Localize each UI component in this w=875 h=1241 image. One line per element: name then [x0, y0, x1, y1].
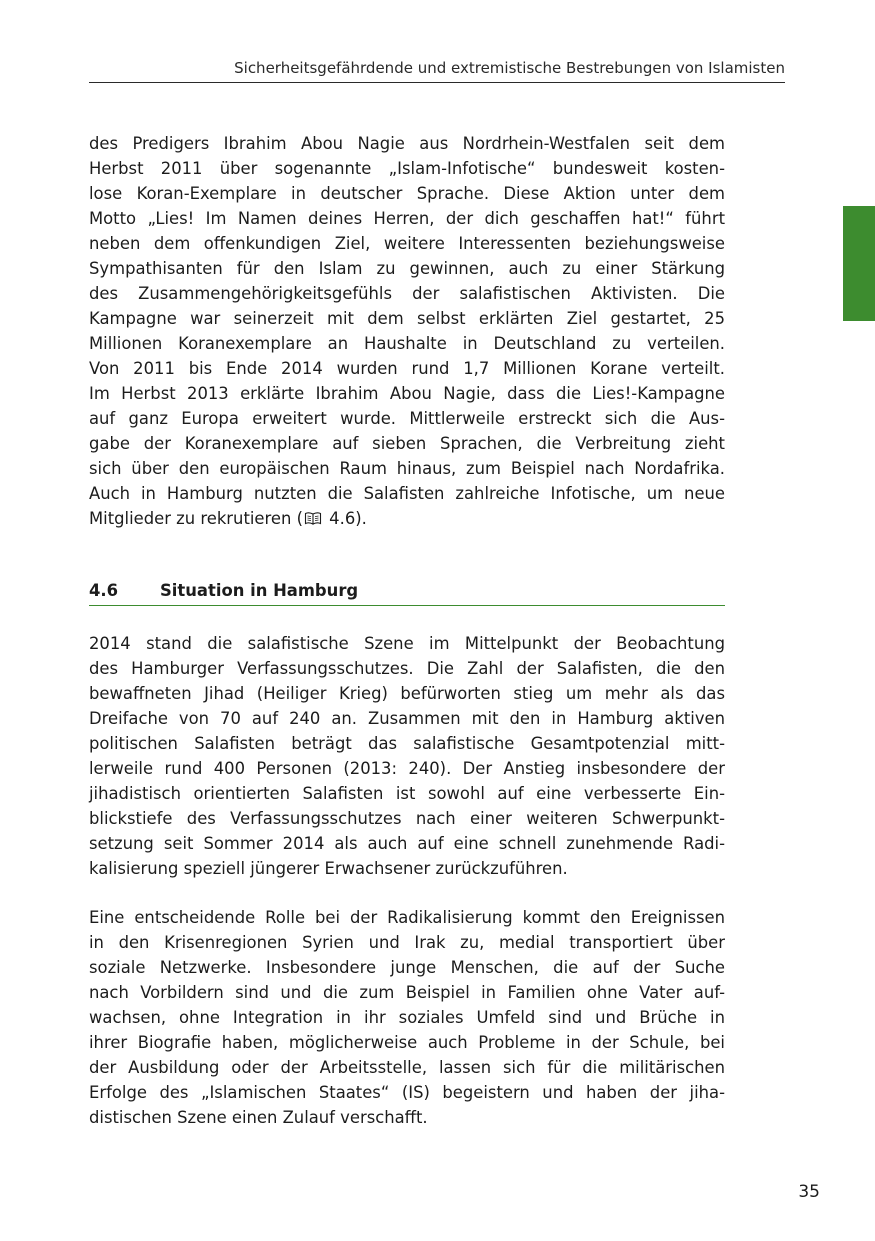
paragraph-line: Von 2011 bis Ende 2014 wurden rund 1,7 Millionen Korane verteilt.	[89, 359, 725, 378]
paragraph-line: lerweile rund 400 Personen (2013: 240). Der Anstieg insbesondere der	[89, 759, 725, 778]
paragraph-line: des Zusammengehörigkeitsgefühls der salafistischen Aktivisten. Die	[89, 284, 725, 303]
running-header-title: Sicherheitsgefährdende und extremistische Bestrebungen von Islamisten	[234, 59, 785, 77]
paragraph-line: wachsen, ohne Integration in ihr soziales Umfeld sind und Brüche in	[89, 1008, 725, 1027]
paragraph-line: Im Herbst 2013 erklärte Ibrahim Abou Nagie, dass die Lies!-Kampagne	[89, 384, 725, 403]
paragraph-last-line	[89, 506, 725, 531]
paragraph-line: auf ganz Europa erweitert wurde. Mittlerweile erstreckt sich die Aus-	[89, 409, 725, 428]
paragraph-line: Auch in Hamburg nutzten die Salafisten zahlreiche Infotische, um neue	[89, 484, 725, 503]
paragraph-line: neben dem offenkundigen Ziel, weitere Interessenten beziehungsweise	[89, 234, 725, 253]
paragraph-line: 2014 stand die salafistische Szene im Mittelpunkt der Beobachtung	[89, 634, 725, 653]
paragraph-line: des Predigers Ibrahim Abou Nagie aus Nordrhein-Westfalen seit dem	[89, 134, 725, 153]
paragraph-line: bewaffneten Jihad (Heiliger Krieg) befürworten stieg um mehr als das	[89, 684, 725, 703]
paragraph-line: sich über den europäischen Raum hinaus, zum Beispiel nach Nordafrika.	[89, 459, 725, 478]
section-heading	[89, 579, 725, 606]
paragraph-line: blickstiefe des Verfassungsschutzes nach einer weiteren Schwerpunkt-	[89, 809, 725, 828]
paragraph-line: distischen Szene einen Zulauf verschafft.	[89, 1108, 428, 1127]
paragraph-line: soziale Netzwerke. Insbesondere junge Menschen, die auf der Suche	[89, 958, 725, 977]
paragraph-line: des Hamburger Verfassungsschutzes. Die Zahl der Salafisten, die den	[89, 659, 725, 678]
paragraph-line: Millionen Koranexemplare an Haushalte in Deutschland zu verteilen.	[89, 334, 725, 353]
paragraph-line: lose Koran-Exemplare in deutscher Sprache. Diese Aktion unter dem	[89, 184, 725, 203]
paragraph-line: der Ausbildung oder der Arbeitsstelle, lassen sich für die militärischen	[89, 1058, 725, 1077]
paragraph-line: jihadistisch orientierten Salafisten ist sowohl auf eine verbesserte Ein-	[89, 784, 725, 803]
paragraph-line: in den Krisenregionen Syrien und Irak zu, medial transportiert über	[89, 933, 725, 952]
book-icon	[304, 508, 322, 533]
chapter-tab-marker	[843, 206, 875, 321]
paragraph-line: Eine entscheidende Rolle bei der Radikalisierung kommt den Ereignissen	[89, 908, 725, 927]
reference-section-number[interactable]: 4.6).	[323, 509, 367, 528]
page-number: 35	[798, 1182, 820, 1202]
section-title: Situation in Hamburg	[160, 581, 359, 600]
paragraph-line: Dreifache von 70 auf 240 an. Zusammen mit den in Hamburg aktiven	[89, 709, 725, 728]
running-header	[89, 58, 785, 83]
paragraph-line: Sympathisanten für den Islam zu gewinnen, auch zu einer Stärkung	[89, 259, 725, 278]
paragraph-line: ihrer Biografie haben, möglicherweise auch Probleme in der Schule, bei	[89, 1033, 725, 1052]
paragraph-line: Erfolge des „Islamischen Staates“ (IS) begeistern und haben der jiha-	[89, 1083, 725, 1102]
line-text-before-reference: Mitglieder zu rekrutieren (	[89, 509, 303, 528]
section-number: 4.6	[89, 581, 119, 600]
paragraph-line: Kampagne war seinerzeit mit dem selbst erklärten Ziel gestartet, 25	[89, 309, 725, 328]
paragraph-line: politischen Salafisten beträgt das salafistische Gesamtpotenzial mitt-	[89, 734, 725, 753]
paragraph-line: setzung seit Sommer 2014 als auch auf eine schnell zunehmende Radi-	[89, 834, 725, 853]
paragraph-line: Herbst 2011 über sogenannte „Islam-Infotische“ bundesweit kosten-	[89, 159, 725, 178]
paragraph-line: kalisierung speziell jüngerer Erwachsener zurückzuführen.	[89, 859, 568, 878]
paragraph-line: nach Vorbildern sind und die zum Beispiel in Familien ohne Vater auf-	[89, 983, 725, 1002]
paragraph-line: Motto „Lies! Im Namen deines Herren, der dich geschaffen hat!“ führt	[89, 209, 725, 228]
paragraph-line: gabe der Koranexemplare auf sieben Sprachen, die Verbreitung zieht	[89, 434, 725, 453]
